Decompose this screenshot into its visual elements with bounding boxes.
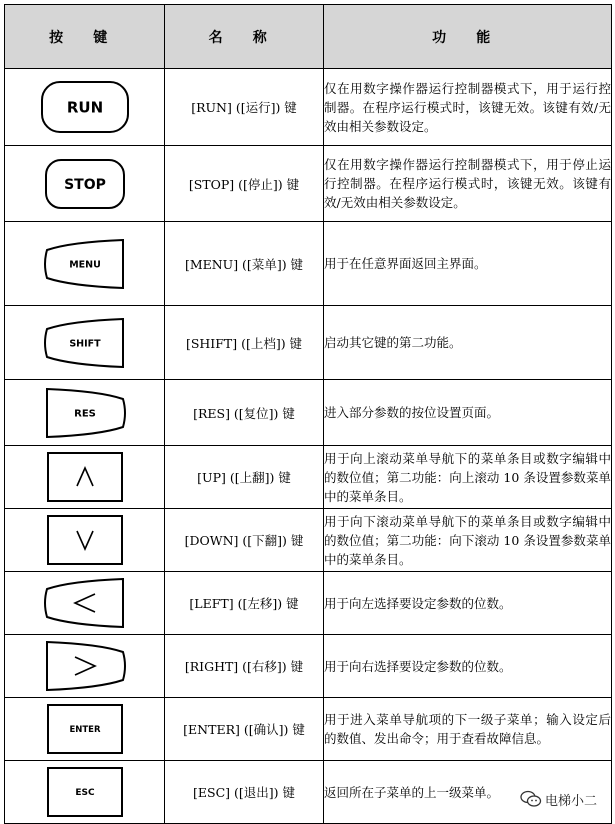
table-row: [5, 446, 612, 509]
header-key: 按 键: [5, 5, 165, 69]
key-function: 用于向下滚动菜单导航下的菜单条目或数字编辑中的数位值；第二功能：向下滚动 10 条设置参数菜单中的菜单条目。: [324, 509, 612, 572]
key-function: 用于进入菜单导航项的下一级子菜单；输入设定后的数值、发出命令；用于查看故障信息。: [324, 698, 612, 761]
table-row: [5, 572, 612, 635]
table-row: [5, 509, 612, 572]
key-cell: [5, 69, 165, 146]
key-cell: [5, 146, 165, 222]
key-esc-button[interactable]: [46, 766, 124, 818]
key-label-text: RES: [73, 408, 96, 420]
key-cell: [5, 380, 165, 446]
header-name: 名 称: [165, 5, 324, 69]
key-cell: [5, 635, 165, 698]
key-menu-button[interactable]: [43, 238, 127, 290]
key-function-table: [4, 4, 612, 824]
key-res-button[interactable]: [43, 387, 127, 439]
table-row: [5, 635, 612, 698]
table-row: [5, 222, 612, 306]
key-function: 进入部分参数的按位设置页面。: [324, 380, 612, 446]
key-name: [RES] ([复位]) 键: [165, 380, 324, 446]
key-stop-button[interactable]: [44, 158, 126, 210]
table-row: [5, 698, 612, 761]
table-header-row: [5, 5, 612, 69]
key-cell: [5, 306, 165, 380]
key-function: 启动其它键的第二功能。: [324, 306, 612, 380]
key-label-text: RUN: [66, 98, 103, 117]
key-label-text: ESC: [74, 788, 95, 799]
key--button[interactable]: [46, 451, 124, 503]
key-function: 用于向左选择要设定参数的位数。: [324, 572, 612, 635]
key-enter-button[interactable]: [46, 703, 124, 755]
key-label-text: MENU: [68, 258, 101, 270]
key-name: [DOWN] ([下翻]) 键: [165, 509, 324, 572]
key-name: [SHIFT] ([上档]) 键: [165, 306, 324, 380]
table-row: [5, 69, 612, 146]
key-name: [UP] ([上翻]) 键: [165, 446, 324, 509]
key-function: 用于向右选择要设定参数的位数。: [324, 635, 612, 698]
table-row: [5, 146, 612, 222]
key-label-text: ∧: [80, 472, 89, 484]
key-label-text: <: [80, 598, 89, 610]
key-name: [LEFT] ([左移]) 键: [165, 572, 324, 635]
key-shift-button[interactable]: [43, 317, 127, 369]
key--button[interactable]: [43, 577, 127, 629]
key-label-text: >: [80, 661, 89, 673]
key-name: [STOP] ([停止]) 键: [165, 146, 324, 222]
key-cell: [5, 761, 165, 824]
key-name: [MENU] ([菜单]) 键: [165, 222, 324, 306]
key-name: [RUN] ([运行]) 键: [165, 69, 324, 146]
key--button[interactable]: [46, 514, 124, 566]
key-cell: [5, 222, 165, 306]
key-cell: [5, 698, 165, 761]
key-function: 用于向上滚动菜单导航下的菜单条目或数字编辑中的数位值；第二功能：向上滚动 10 条设置参数菜单中的菜单条目。: [324, 446, 612, 509]
key-label-text: SHIFT: [68, 337, 101, 349]
table-row: [5, 306, 612, 380]
key-function: 仅在用数字操作器运行控制器模式下，用于运行控制器。在程序运行模式时，该键无效。该键有效/无效由相关参数设定。: [324, 69, 612, 146]
key--button[interactable]: [43, 640, 127, 692]
key-label-text: STOP: [63, 176, 106, 193]
watermark: [520, 787, 612, 811]
key-label-text: ∨: [80, 535, 89, 547]
key-name: [ENTER] ([确认]) 键: [165, 698, 324, 761]
key-function: 用于在任意界面返回主界面。: [324, 222, 612, 306]
key-function: 仅在用数字操作器运行控制器模式下，用于停止运行控制器。在程序运行模式时，该键无效。该键有效/无效由相关参数设定。: [324, 146, 612, 222]
table-row: [5, 380, 612, 446]
key-cell: [5, 509, 165, 572]
key-name: [RIGHT] ([右移]) 键: [165, 635, 324, 698]
key-run-button[interactable]: [40, 80, 130, 134]
key-name: [ESC] ([退出]) 键: [165, 761, 324, 824]
watermark-text: 电梯小二: [545, 793, 598, 809]
key-label-text: ENTER: [68, 725, 101, 736]
header-function: 功 能: [324, 5, 612, 69]
wechat-icon: [520, 790, 542, 808]
key-cell: [5, 446, 165, 509]
key-function: 返回所在子菜单的上一级菜单。: [324, 761, 612, 824]
key-cell: [5, 572, 165, 635]
